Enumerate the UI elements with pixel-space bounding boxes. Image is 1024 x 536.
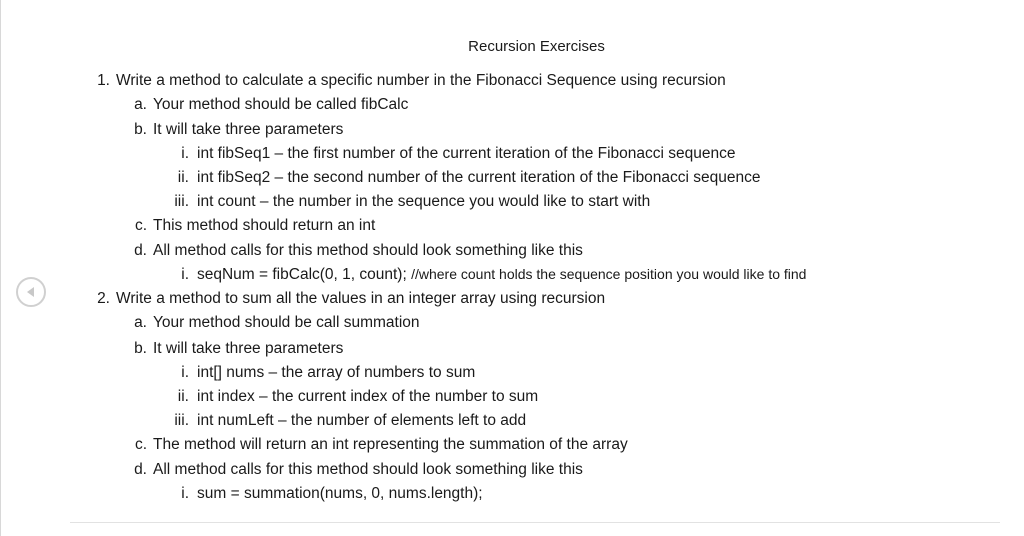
list-item [173,364,475,382]
arrow-left-icon [24,285,38,299]
divider [70,522,1000,523]
list-item [133,217,375,235]
list-item-text: Write a method to calculate a specific number in the Fibonacci Sequence using recursion [116,72,726,89]
list-marker: i. [181,485,189,502]
list-item [173,193,650,211]
list-item-text: int index – the current index of the number to sum [197,388,539,405]
list-marker: iii. [174,193,189,210]
list-marker: c. [134,217,147,234]
list-item [173,412,526,430]
list-marker: a. [134,96,147,113]
document-title: Recursion Exercises [468,38,605,55]
list-item [133,96,408,114]
list-item-text: int fibSeq1 – the first number of the current iteration of the Fibonacci sequence [197,145,736,162]
list-item [133,242,583,260]
list-marker: b. [134,340,147,357]
list-item-text: This method should return an int [153,217,376,234]
list-marker: 1. [97,72,110,89]
list-marker: c. [134,436,147,453]
left-border [0,0,1,536]
list-item-text: Your method should be call summation [153,314,420,331]
list-item [133,436,628,454]
list-item-text: int count – the number in the sequence you would like to start with [197,193,651,210]
list-item [173,169,761,187]
code-comment: //where count holds the sequence position you would like to find [411,266,807,282]
code-example: seqNum = fibCalc(0, 1, count); [197,266,407,283]
list-marker: ii. [177,169,189,186]
list-item-text: int fibSeq2 – the second number of the current iteration of the Fibonacci sequence [197,169,761,186]
list-item [173,145,736,163]
list-item-text: It will take three parameters [153,340,344,357]
previous-slide-button[interactable] [16,277,46,307]
list-marker: i. [181,266,189,283]
list-item-text: All method calls for this method should look something like this [153,461,583,478]
list-item [173,266,806,284]
list-item [133,461,583,479]
list-marker: i. [181,145,189,162]
list-item [133,340,343,358]
list-item-text: It will take three parameters [153,121,344,138]
code-example: sum = summation(nums, 0, nums.length); [197,485,483,502]
list-item [133,314,420,332]
list-item [90,290,605,308]
list-item-text: The method will return an int representing the summation of the array [153,436,628,453]
list-item [133,121,343,139]
list-item-text: Your method should be called fibCalc [153,96,409,113]
list-marker: a. [134,314,147,331]
list-marker: d. [134,242,147,259]
list-item [173,388,538,406]
list-item [173,485,483,503]
list-marker: b. [134,121,147,138]
list-marker: ii. [177,388,189,405]
list-item-text: int numLeft – the number of elements left to add [197,412,527,429]
list-item-text: int[] nums – the array of numbers to sum [197,364,476,381]
list-marker: iii. [174,412,189,429]
list-item [90,72,726,90]
list-item-text: All method calls for this method should look something like this [153,242,583,259]
list-marker: 2. [97,290,110,307]
list-marker: i. [181,364,189,381]
list-item-text: Write a method to sum all the values in an integer array using recursion [116,290,606,307]
list-marker: d. [134,461,147,478]
